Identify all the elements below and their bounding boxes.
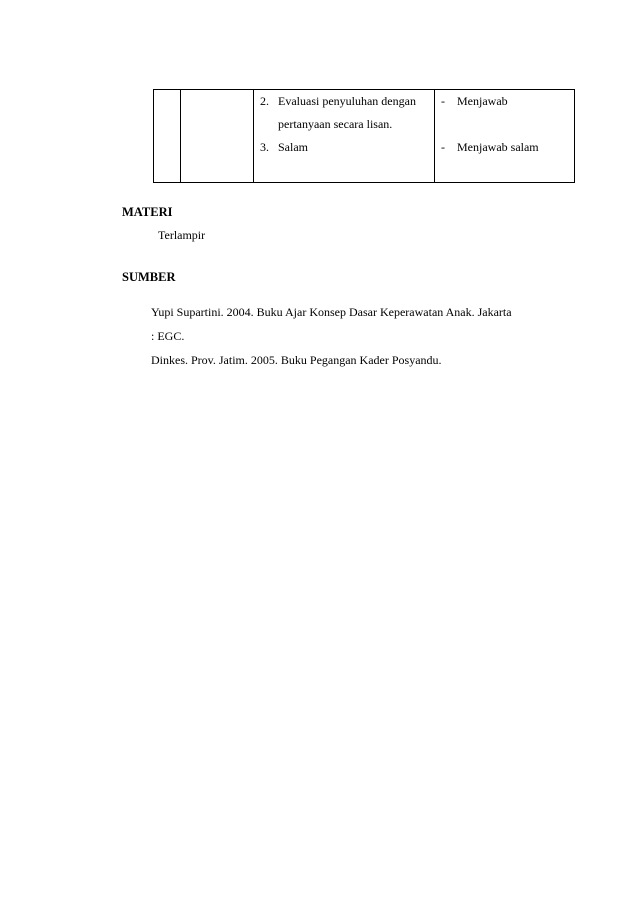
table-cell-response	[435, 90, 575, 183]
reference-line: Yupi Supartini. 2004. Buku Ajar Konsep Dasar Keperawatan Anak. Jakarta	[151, 305, 512, 319]
activity-step-list	[254, 90, 434, 182]
step-text: Evaluasi penyuluhan dengan	[278, 94, 416, 108]
step-text: Salam	[278, 140, 308, 154]
step-number: 3.	[260, 140, 269, 154]
response-text: Menjawab	[457, 94, 508, 108]
activity-table	[153, 89, 575, 183]
step-text-continued: pertanyaan secara lisan.	[278, 117, 393, 131]
sumber-heading: SUMBER	[122, 270, 176, 284]
materi-heading: MATERI	[122, 205, 173, 219]
table-cell-activity	[254, 90, 435, 183]
table-cell-empty-2	[181, 90, 254, 183]
response-text: Menjawab salam	[457, 140, 539, 154]
response-list	[435, 90, 574, 182]
materi-content: Terlampir	[158, 228, 206, 242]
step-number: 2.	[260, 94, 269, 108]
list-bullet: -	[441, 140, 445, 154]
table-row	[154, 90, 575, 183]
reference-line-continued: : EGC.	[151, 329, 185, 343]
table-cell-empty-1	[154, 90, 181, 183]
list-bullet: -	[441, 94, 445, 108]
reference-line: Dinkes. Prov. Jatim. 2005. Buku Pegangan Kader Posyandu.	[151, 353, 442, 367]
